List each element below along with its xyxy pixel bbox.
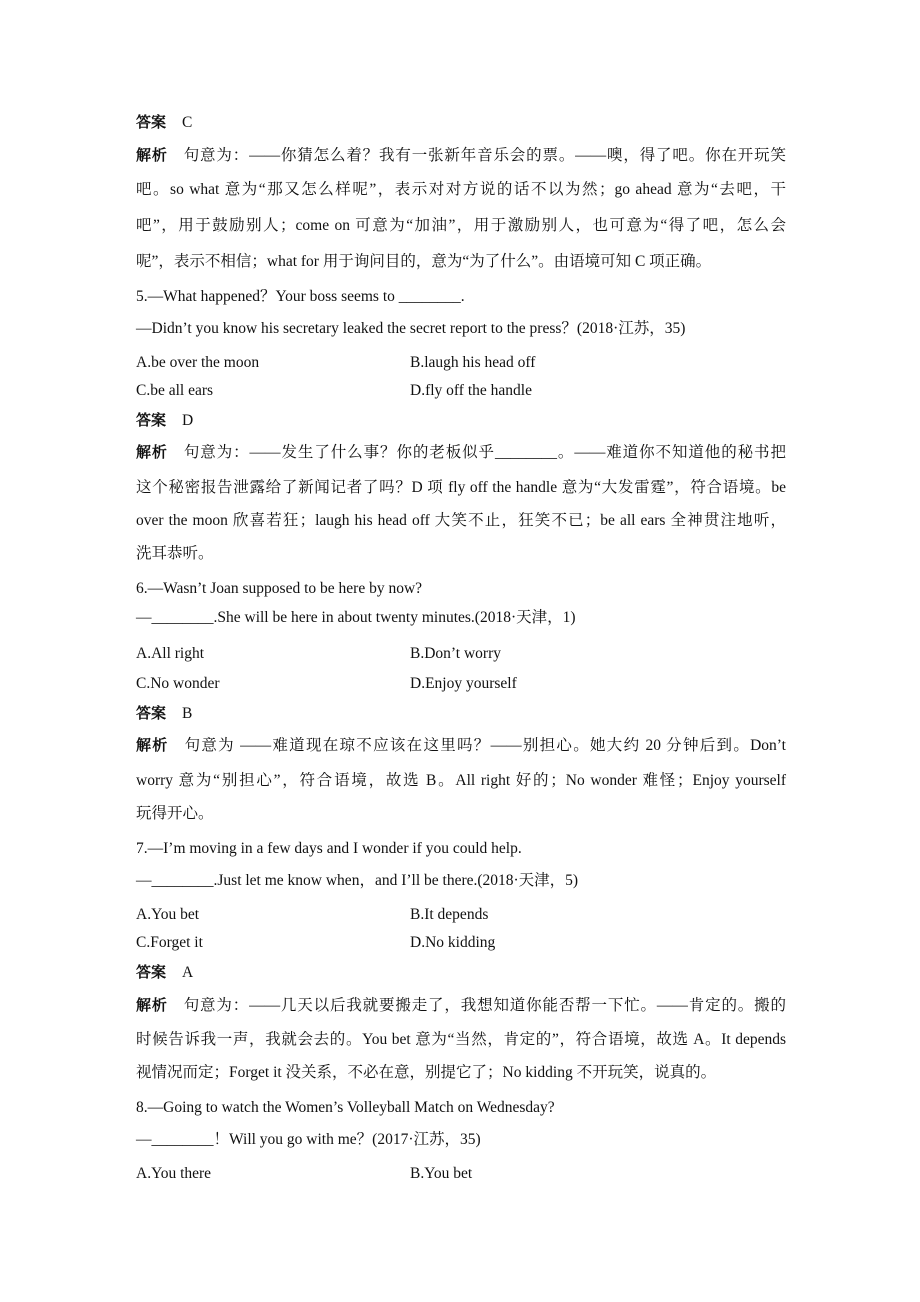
q5-option-a: A.be over the moon xyxy=(136,354,260,371)
q5-option-d: D.fly off the handle xyxy=(410,382,532,399)
analysis-label: 解析 xyxy=(136,443,168,461)
q6-option-c: C.No wonder xyxy=(136,675,220,692)
q5-answer-line xyxy=(136,410,786,431)
q7-option-d: D.No kidding xyxy=(410,934,496,951)
q4-analysis-line-2: 吧。so what 意为“那又怎么样呢”，表示对对方说的话不以为然；go ahead 意为“去吧，干 xyxy=(136,181,786,198)
q6-option-a: A.All right xyxy=(136,645,205,662)
q4-analysis-line-1: 解析 句意为：——你猜怎么着？我有一张新年音乐会的票。——噢，得了吧。你在开玩笑 xyxy=(136,146,786,164)
q4-analysis-line-4: 呢”，表示不相信；what for 用于询问目的，意为“为了什么”。由语境可知 C 项正确。 xyxy=(136,253,712,270)
q6-option-b: B.Don’t worry xyxy=(410,645,501,662)
analysis-label: 解析 xyxy=(136,996,168,1014)
analysis-label: 解析 xyxy=(136,736,169,754)
q8-option-b: B.You bet xyxy=(410,1165,473,1182)
q5-reply: —Didn’t you know his secretary leaked the secret report to the press？(2018·江苏，35) xyxy=(136,320,686,337)
q5-analysis-line-1: 解析 句意为：——发生了什么事？你的老板似乎________。——难道你不知道他的秘书把 xyxy=(136,443,786,461)
q6-analysis-line-1: 解析 句意为 ——难道现在琼不应该在这里吗？——别担心。她大约 20 分钟后到。Don’t xyxy=(136,736,786,754)
q4-answer-line xyxy=(136,112,786,133)
q5-option-c: C.be all ears xyxy=(136,382,214,399)
q6-analysis-line-2: worry 意为“别担心”，符合语境，故选 B。All right 好的；No wonder 难怪；Enjoy yourself xyxy=(136,772,786,789)
q7-option-a: A.You bet xyxy=(136,906,200,923)
q7-analysis-line-1: 解析 句意为：——几天以后我就要搬走了，我想知道你能否帮一下忙。——肯定的。搬的 xyxy=(136,996,786,1014)
q7-answer-line xyxy=(136,962,786,983)
q6-answer-line xyxy=(136,703,786,724)
q5-analysis-line-2: 这个秘密报告泄露给了新闻记者了吗？D 项 fly off the handle 意为“大发雷霆”，符合语境。be xyxy=(136,479,786,496)
q7-reply: —________.Just let me know when，and I’ll be there.(2018·天津，5) xyxy=(136,872,579,889)
q6-analysis-line-3: 玩得开心。 xyxy=(136,805,214,822)
q7-option-c: C.Forget it xyxy=(136,934,203,951)
answer-label: 答案 xyxy=(136,113,167,131)
q5-question: 5.—What happened？Your boss seems to ________. xyxy=(136,288,465,305)
q5-answer: D xyxy=(182,412,194,429)
q6-reply: —________.She will be here in about twenty minutes.(2018·天津，1) xyxy=(136,609,576,626)
q4-answer: C xyxy=(182,114,193,131)
answer-label: 答案 xyxy=(136,704,167,722)
q7-option-b: B.It depends xyxy=(410,906,489,923)
q7-analysis-line-3: 视情况而定；Forget it 没关系，不必在意，别提它了；No kidding 不开玩笑，说真的。 xyxy=(136,1064,717,1081)
q5-analysis-line-4: 洗耳恭听。 xyxy=(136,545,214,562)
q8-option-a: A.You there xyxy=(136,1165,212,1182)
q4-analysis-line-3: 吧”，用于鼓励别人；come on 可意为“加油”，用于激励别人，也可意为“得了吧，怎么会 xyxy=(136,217,786,234)
q8-question: 8.—Going to watch the Women’s Volleyball Match on Wednesday? xyxy=(136,1099,555,1116)
q6-option-d: D.Enjoy yourself xyxy=(410,675,517,692)
analysis-label: 解析 xyxy=(136,146,168,164)
q5-option-b: B.laugh his head off xyxy=(410,354,536,371)
q7-question: 7.—I’m moving in a few days and I wonder if you could help. xyxy=(136,840,522,857)
q5-analysis-line-3: over the moon 欣喜若狂；laugh his head off 大笑不止，狂笑不已；be all ears 全神贯注地听， xyxy=(136,512,786,529)
q8-reply: —________！Will you go with me？(2017·江苏，35) xyxy=(136,1131,481,1148)
q6-answer: B xyxy=(182,705,193,722)
answer-label: 答案 xyxy=(136,963,167,981)
q7-analysis-line-2: 时候告诉我一声，我就会去的。You bet 意为“当然，肯定的”，符合语境，故选 A。It depends xyxy=(136,1031,786,1048)
q6-question: 6.—Wasn’t Joan supposed to be here by now? xyxy=(136,580,423,597)
q7-answer: A xyxy=(182,964,194,981)
answer-label: 答案 xyxy=(136,411,167,429)
